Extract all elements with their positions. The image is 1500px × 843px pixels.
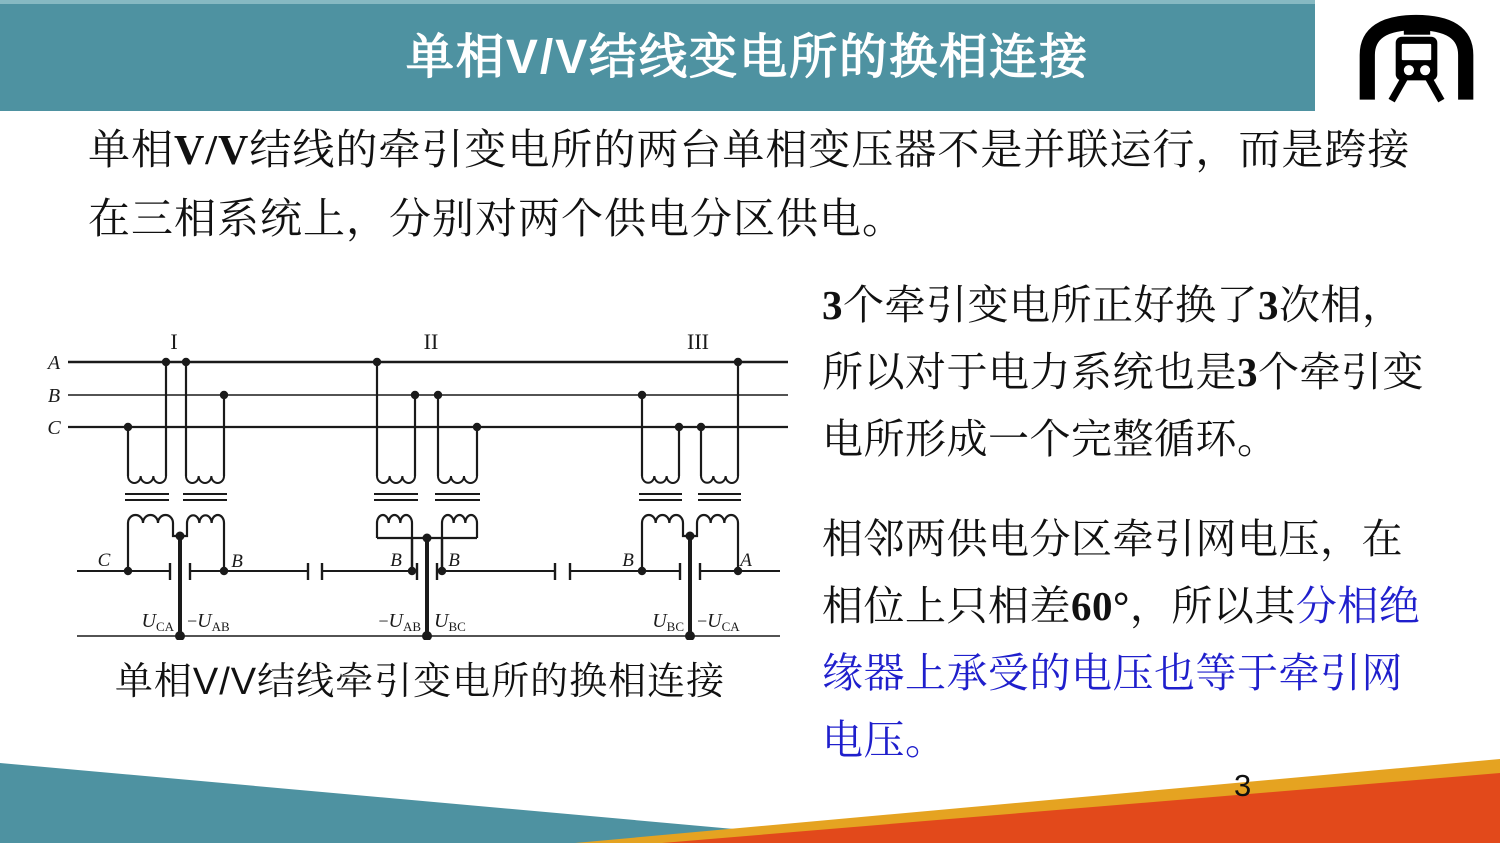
substation-numeral-1: I: [170, 329, 178, 354]
train-window: [1402, 44, 1431, 60]
metro-train-logo: [1348, 6, 1485, 103]
voltage-label: $-U_{CA}$: [697, 610, 740, 634]
para2-seg: 相邻两供电分区牵引网电压，在相位上只相差: [822, 516, 1403, 629]
para2-seg: ，所以其: [1129, 583, 1296, 629]
primary-winding: [642, 476, 679, 483]
secondary-winding: [128, 515, 180, 571]
primary-winding: [438, 476, 477, 483]
phase-label-A: A: [47, 352, 61, 374]
right-paragraph-1: [822, 272, 1424, 473]
substation-2: [374, 362, 480, 636]
substation-3: [639, 362, 741, 636]
para1-seg: 个牵引变电所形成一个完整循环。: [822, 349, 1424, 462]
secondary-winding: [442, 515, 477, 538]
primary-winding: [128, 476, 166, 483]
terminal-label: B: [231, 551, 243, 572]
intro-seg: 单相: [88, 126, 175, 173]
terminal-label: B: [448, 550, 460, 571]
train-light-right: [1420, 65, 1430, 75]
primary-winding: [377, 476, 415, 483]
primary-winding: [701, 476, 738, 483]
secondary-winding: [642, 515, 690, 571]
para2-seg-60deg: 60°: [1071, 583, 1130, 629]
header-bar: [0, 0, 1315, 111]
terminal-label: B: [390, 550, 402, 571]
para1-seg: 3: [1258, 282, 1279, 328]
primary-winding: [186, 476, 224, 483]
substation-numeral-3: III: [687, 329, 709, 354]
para1-seg: 次相，所以对于电力系统也是: [822, 282, 1404, 395]
intro-seg: 结线的牵引变电所的两台单相变压器不是并联运行，而是跨接在三相系统上，分别对两个供电分区供电。: [88, 126, 1411, 242]
train-roof: [1404, 30, 1430, 35]
train-rail-left: [1392, 77, 1405, 100]
phase-label-B: B: [47, 385, 61, 407]
terminal-label: A: [740, 550, 752, 571]
right-paragraph-2: [822, 506, 1424, 774]
secondary-winding: [377, 515, 412, 538]
voltage-label: $-U_{AB}$: [187, 610, 230, 634]
footer-orange-wedge: [662, 773, 1500, 843]
figure-caption: 单相V/V结线牵引变电所的换相连接: [114, 661, 726, 703]
para1-seg: 个牵引变电所正好换了: [843, 282, 1258, 328]
secondary-winding: [180, 515, 224, 571]
substation-numeral-2: II: [423, 329, 439, 354]
terminal-label: B: [622, 550, 634, 571]
logo-dot: [1417, 23, 1422, 28]
para2-seg-highlight: 分相绝缘器上承受的电压也等于牵引网电压。: [822, 583, 1421, 763]
terminal-label: C: [97, 550, 111, 571]
vv-wiring-diagram: [40, 318, 800, 640]
substation-1: [125, 362, 227, 636]
train-rail-right: [1428, 77, 1441, 100]
secondary-winding: [690, 515, 738, 571]
slide-title: 单相V/V结线变电所的换相连接: [405, 31, 1090, 84]
footer-decoration: [0, 753, 1500, 843]
intro-paragraph: [88, 116, 1433, 252]
intro-seg-vv: V/V: [174, 128, 250, 174]
para1-seg: 3: [822, 282, 843, 328]
page-number: 3: [1234, 768, 1252, 803]
train-light-left: [1404, 65, 1414, 75]
phase-label-C: C: [47, 417, 61, 439]
voltage-label: $U_{BC}$: [652, 610, 684, 634]
voltage-label: $U_{CA}$: [141, 610, 174, 634]
logo-dot: [1408, 23, 1413, 28]
metro-train-logo-svg: [1348, 6, 1485, 103]
voltage-label: $-U_{AB}$: [378, 610, 421, 634]
voltage-label: $U_{BC}$: [434, 610, 466, 634]
para1-seg: 3: [1237, 349, 1258, 395]
junction-dots: [124, 358, 742, 640]
